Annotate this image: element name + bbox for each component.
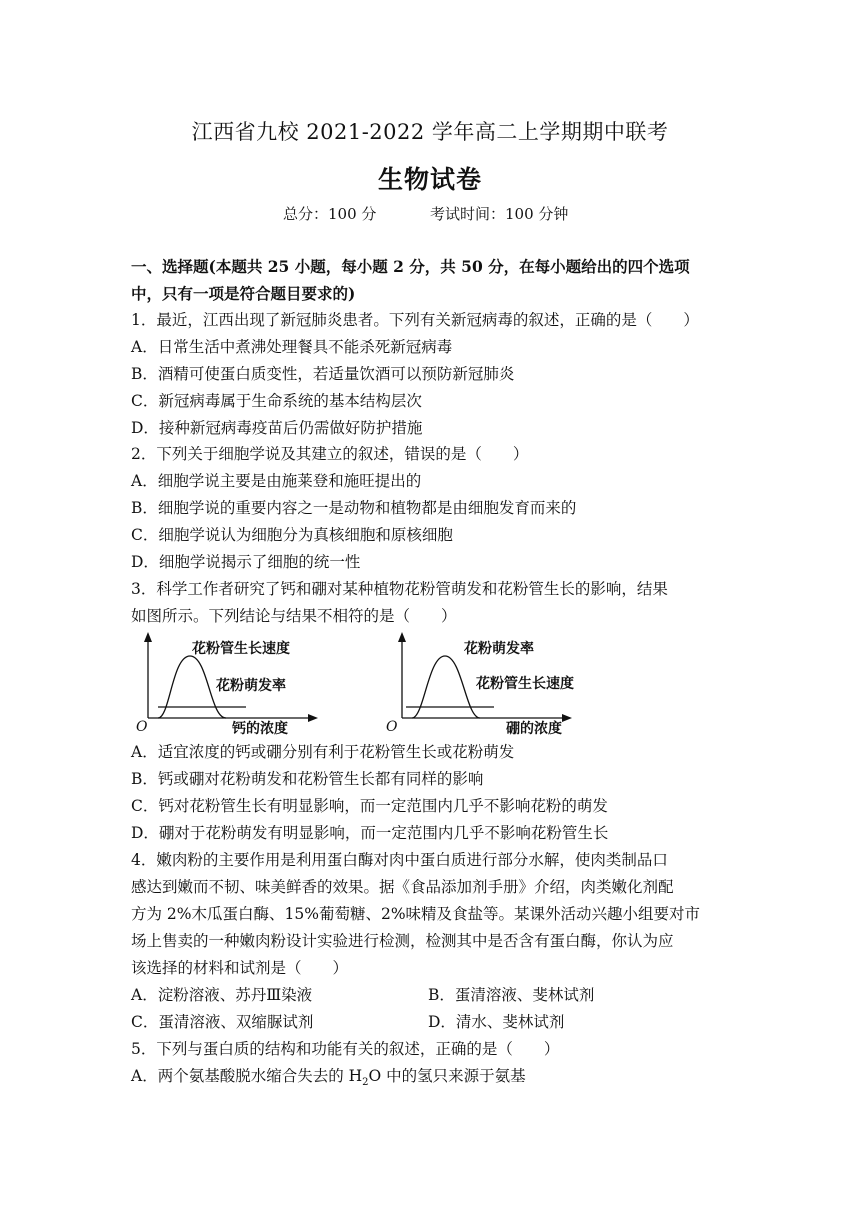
q1-option-b: B．酒精可使蛋白质变性，若适量饮酒可以预防新冠肺炎 — [131, 365, 515, 383]
x-axis-label: 钙的浓度 — [232, 721, 288, 737]
q2-option-b: B．细胞学说的重要内容之一是动物和植物都是由细胞发育而来的 — [131, 499, 577, 517]
series-germination-rate-curve — [412, 656, 480, 718]
q4-stem-line-5: 该选择的材料和试剂是（ ） — [131, 959, 349, 977]
q2-option-a: A．细胞学说主要是由施莱登和施旺提出的 — [131, 472, 422, 490]
q4-stem-line-4: 场上售卖的一种嫩肉粉设计实验进行检测，检测其中是否含有蛋白酶，你认为应 — [131, 932, 674, 950]
chart-calcium — [128, 632, 328, 742]
q4-option-b: B．蛋清溶液、斐林试剂 — [428, 986, 595, 1004]
q5-stem: 5．下列与蛋白质的结构和功能有关的叙述，正确的是（ ） — [131, 1040, 560, 1058]
q1-stem: 1．最近，江西出现了新冠肺炎患者。下列有关新冠病毒的叙述，正确的是（ ） — [131, 311, 699, 329]
q5-option-a — [131, 1066, 526, 1093]
chart-boron — [382, 632, 582, 742]
series-label-growth-rate: 花粉管生长速度 — [476, 676, 574, 692]
total-score: 总分：100 分 — [283, 205, 377, 223]
q4-stem-line-3: 方为 2%木瓜蛋白酶、15%葡萄糖、2%味精及食盐等。某课外活动兴趣小组要对市 — [131, 905, 701, 923]
origin-label: O — [136, 719, 148, 735]
x-axis-label: 硼的浓度 — [506, 721, 562, 737]
q3-stem-line-2: 如图所示。下列结论与结果不相符的是（ ） — [131, 607, 457, 625]
origin-label: O — [386, 719, 398, 735]
q1-option-a: A．日常生活中煮沸处理餐具不能杀死新冠病毒 — [131, 338, 453, 356]
q3-option-a: A．适宜浓度的钙或硼分别有利于花粉管生长或花粉萌发 — [131, 743, 515, 761]
q4-stem-line-2: 感达到嫩而不韧、味美鲜香的效果。据《食品添加剂手册》介绍，肉类嫩化剂配 — [131, 878, 674, 896]
q4-stem-line-1: 4．嫩肉粉的主要作用是利用蛋白酶对肉中蛋白质进行部分水解，使肉类制品口 — [131, 851, 668, 869]
q5-option-a-prefix: A．两个氨基酸脱水缩合失去的 H — [131, 1067, 363, 1085]
q4-option-c: C．蛋清溶液、双缩脲试剂 — [131, 1013, 314, 1031]
x-axis-arrow — [562, 714, 572, 722]
x-axis-arrow — [308, 714, 318, 722]
q2-option-c: C．细胞学说认为细胞分为真核细胞和原核细胞 — [131, 526, 453, 544]
section-heading-line-2: 中，只有一项是符合题目要求的) — [131, 284, 356, 303]
q2-stem: 2．下列关于细胞学说及其建立的叙述，错误的是（ ） — [131, 445, 529, 463]
q4-option-d: D．清水、斐林试剂 — [428, 1013, 565, 1031]
q3-option-b: B．钙或硼对花粉萌发和花粉管生长都有同样的影响 — [131, 770, 484, 788]
exam-title: 江西省九校 2021-2022 学年高二上学期期中联考 — [191, 120, 669, 144]
exam-subject: 生物试卷 — [377, 165, 482, 194]
series-label-germination-rate: 花粉萌发率 — [464, 641, 534, 657]
q3-stem-line-1: 3．科学工作者研究了钙和硼对某种植物花粉管萌发和花粉管生长的影响，结果 — [131, 580, 668, 598]
y-axis-arrow — [398, 632, 406, 642]
q3-option-c: C．钙对花粉管生长有明显影响，而一定范围内几乎不影响花粉的萌发 — [131, 797, 608, 815]
q5-option-a-suffix: O 中的氢只来源于氨基 — [368, 1067, 526, 1085]
q1-option-d: D．接种新冠病毒疫苗后仍需做好防护措施 — [131, 419, 423, 437]
q5-option-a-subscript: 2 — [362, 1077, 369, 1089]
exam-time: 考试时间：100 分钟 — [430, 205, 569, 223]
series-label-germination-rate: 花粉萌发率 — [216, 678, 286, 694]
series-label-growth-rate: 花粉管生长速度 — [192, 641, 290, 657]
q1-option-c: C．新冠病毒属于生命系统的基本结构层次 — [131, 392, 422, 410]
q4-option-a: A．淀粉溶液、苏丹Ⅲ染液 — [131, 986, 313, 1004]
q2-option-d: D．细胞学说揭示了细胞的统一性 — [131, 553, 361, 571]
y-axis-arrow — [144, 632, 152, 642]
section-heading-line-1: 一、选择题(本题共 25 小题，每小题 2 分，共 50 分，在每小题给出的四个选项 — [131, 257, 690, 276]
q3-option-d: D．硼对于花粉萌发有明显影响，而一定范围内几乎不影响花粉管生长 — [131, 824, 609, 842]
